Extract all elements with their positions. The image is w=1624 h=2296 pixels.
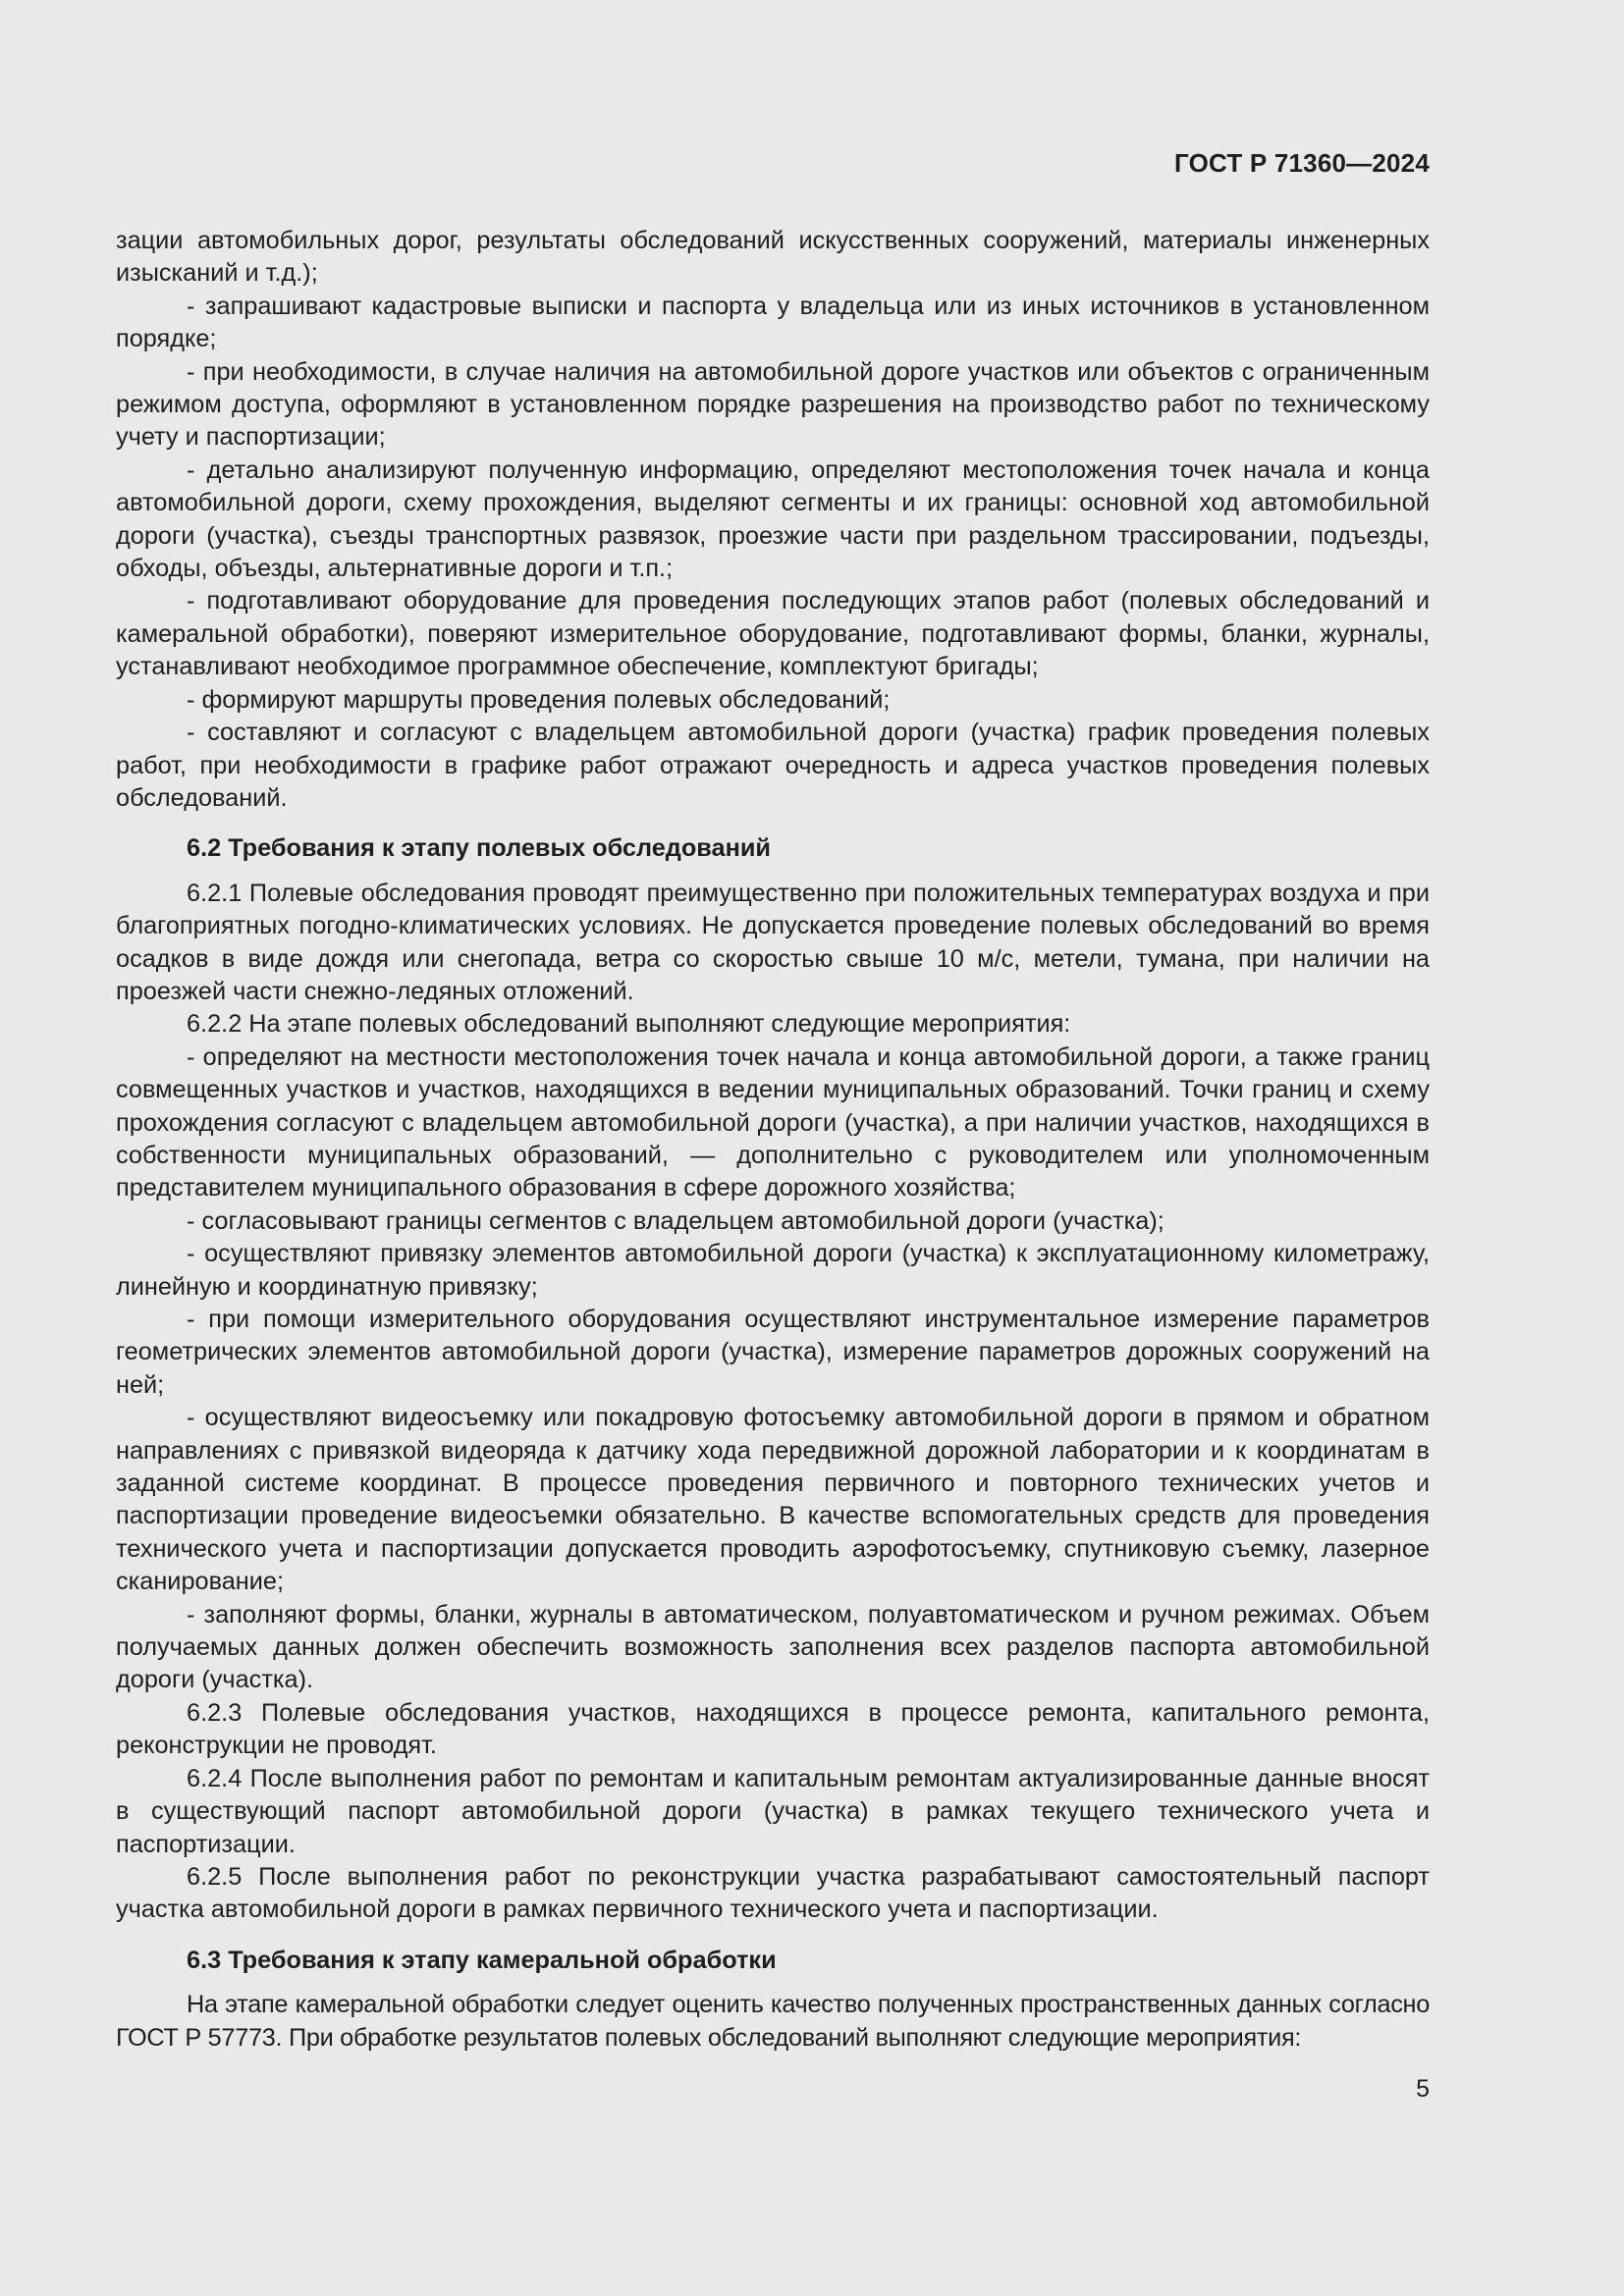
list-item: - детально анализируют полученную информацию, определяют местоположения точек начала и конца автомобильной дороги, схему прохождения, выделяют сегменты и их границы: основной ход автомобильной дороги (участка), съезды транспортных развязок, проезжие части при раздельном трассировании, подъезды, обходы, объезды, альтернативные дороги и т.п.; <box>116 455 1430 583</box>
list-item: - составляют и согласуют с владельцем автомобильной дороги (участка) график проведения полевых работ, при необходимости в графике работ отражают очередность и адреса участков проведения полевых обследований. <box>116 719 1430 812</box>
page-number: 5 <box>1416 2075 1430 2103</box>
list-item: - согласовывают границы сегментов с владельцем автомобильной дороги (участка); <box>187 1206 1164 1235</box>
paragraph-6-2-5: 6.2.5 После выполнения работ по реконструкции участка разрабатывают самостоятельный паспорт участка автомобильной дороги в рамках первичного технического учета и паспортизации. <box>116 1862 1430 1924</box>
paragraph-6-3: На этапе камеральной обработки следует оценить качество полученных пространственных данных согласно ГОСТ Р 57773. При обработке результатов полевых обследований выполняют следующие мероприятия: <box>116 1991 1430 2052</box>
list-item: - при необходимости, в случае наличия на автомобильной дороге участков или объектов с ограниченным режимом доступа, оформляют в установленном порядке разрешения на производство работ по техническому учету и паспортизации; <box>116 357 1430 452</box>
list-item: - осуществляют привязку элементов автомобильной дороги (участка) к эксплуатационному километражу, линейную и координатную привязку; <box>116 1240 1430 1301</box>
list-item: - осуществляют видеосъемку или покадровую фотосъемку автомобильной дороги в прямом и обратном направлениях с привязкой видеоряда к датчику хода передвижной дорожной лаборатории и к координатам в заданной системе координат. В процессе проведения первичного и повторного технических учетов и паспортизации проведение видеосъемки обязательно. В качестве вспомогательных средств для проведения технического учета и паспортизации допускается проводить аэрофотосъемку, спутниковую съемку, лазерное сканирование; <box>116 1404 1430 1596</box>
section-heading-6-2: 6.2 Требования к этапу полевых обследований <box>187 834 771 863</box>
section-heading-6-3: 6.3 Требования к этапу камеральной обработки <box>187 1946 777 1974</box>
paragraph-6-2-4: 6.2.4 После выполнения работ по ремонтам и капитальным ремонтам актуализированные данные вносят в существующий паспорт автомобильной дороги (участка) в рамках текущего технического учета и паспортизации. <box>116 1764 1430 1858</box>
page-body <box>116 225 1430 2055</box>
paragraph-6-2-3: 6.2.3 Полевые обследования участков, находящихся в процессе ремонта, капитального ремонта, реконструкции не проводят. <box>116 1698 1430 1760</box>
document-header: ГОСТ Р 71360—2024 <box>1174 148 1430 178</box>
list-item: - формируют маршруты проведения полевых обследований; <box>187 685 891 714</box>
paragraph: зации автомобильных дорог, результаты обследований искусственных сооружений, материалы инженерных изысканий и т.д.); <box>116 227 1430 288</box>
list-item: - определяют на местности местоположения точек начала и конца автомобильной дороги, а также границ совмещенных участков и участков, находящихся в ведении муниципальных образований. Точки границ и схему прохождения согласуют с владельцем автомобильной дороги (участка), а при наличии участков, находящихся в собственности муниципальных образований, — дополнительно с руководителем или уполномоченным представителем муниципального образования в сфере дорожного хозяйства; <box>116 1042 1430 1202</box>
paragraph-6-2-2: 6.2.2 На этапе полевых обследований выполняют следующие мероприятия: <box>187 1010 1071 1039</box>
list-item: - заполняют формы, бланки, журналы в автоматическом, полуавтоматическом и ручном режимах. Объем получаемых данных должен обеспечить возможность заполнения всех разделов паспорта автомобильной дороги (участка). <box>116 1600 1430 1694</box>
list-item: - подготавливают оборудование для проведения последующих этапов работ (полевых обследований и камеральной обработки), поверяют измерительное оборудование, подготавливают формы, бланки, журналы, устанавливают необходимое программное обеспечение, комплектуют бригады; <box>116 587 1430 681</box>
list-item: - запрашивают кадастровые выписки и паспорта у владельца или из иных источников в установленном порядке; <box>116 292 1430 353</box>
paragraph-6-2-1: 6.2.1 Полевые обследования проводят преимущественно при положительных температурах воздуха и при благоприятных погодно-климатических условиях. Не допускается проведение полевых обследований во время осадков в виде дождя или снегопада, ветра со скоростью свыше 10 м/с, метели, тумана, при наличии на проезжей части снежно-ледяных отложений. <box>116 879 1430 1005</box>
list-item: - при помощи измерительного оборудования осуществляют инструментальное измерение параметров геометрических элементов автомобильной дороги (участка), измерение параметров дорожных сооружений на ней; <box>116 1306 1430 1399</box>
